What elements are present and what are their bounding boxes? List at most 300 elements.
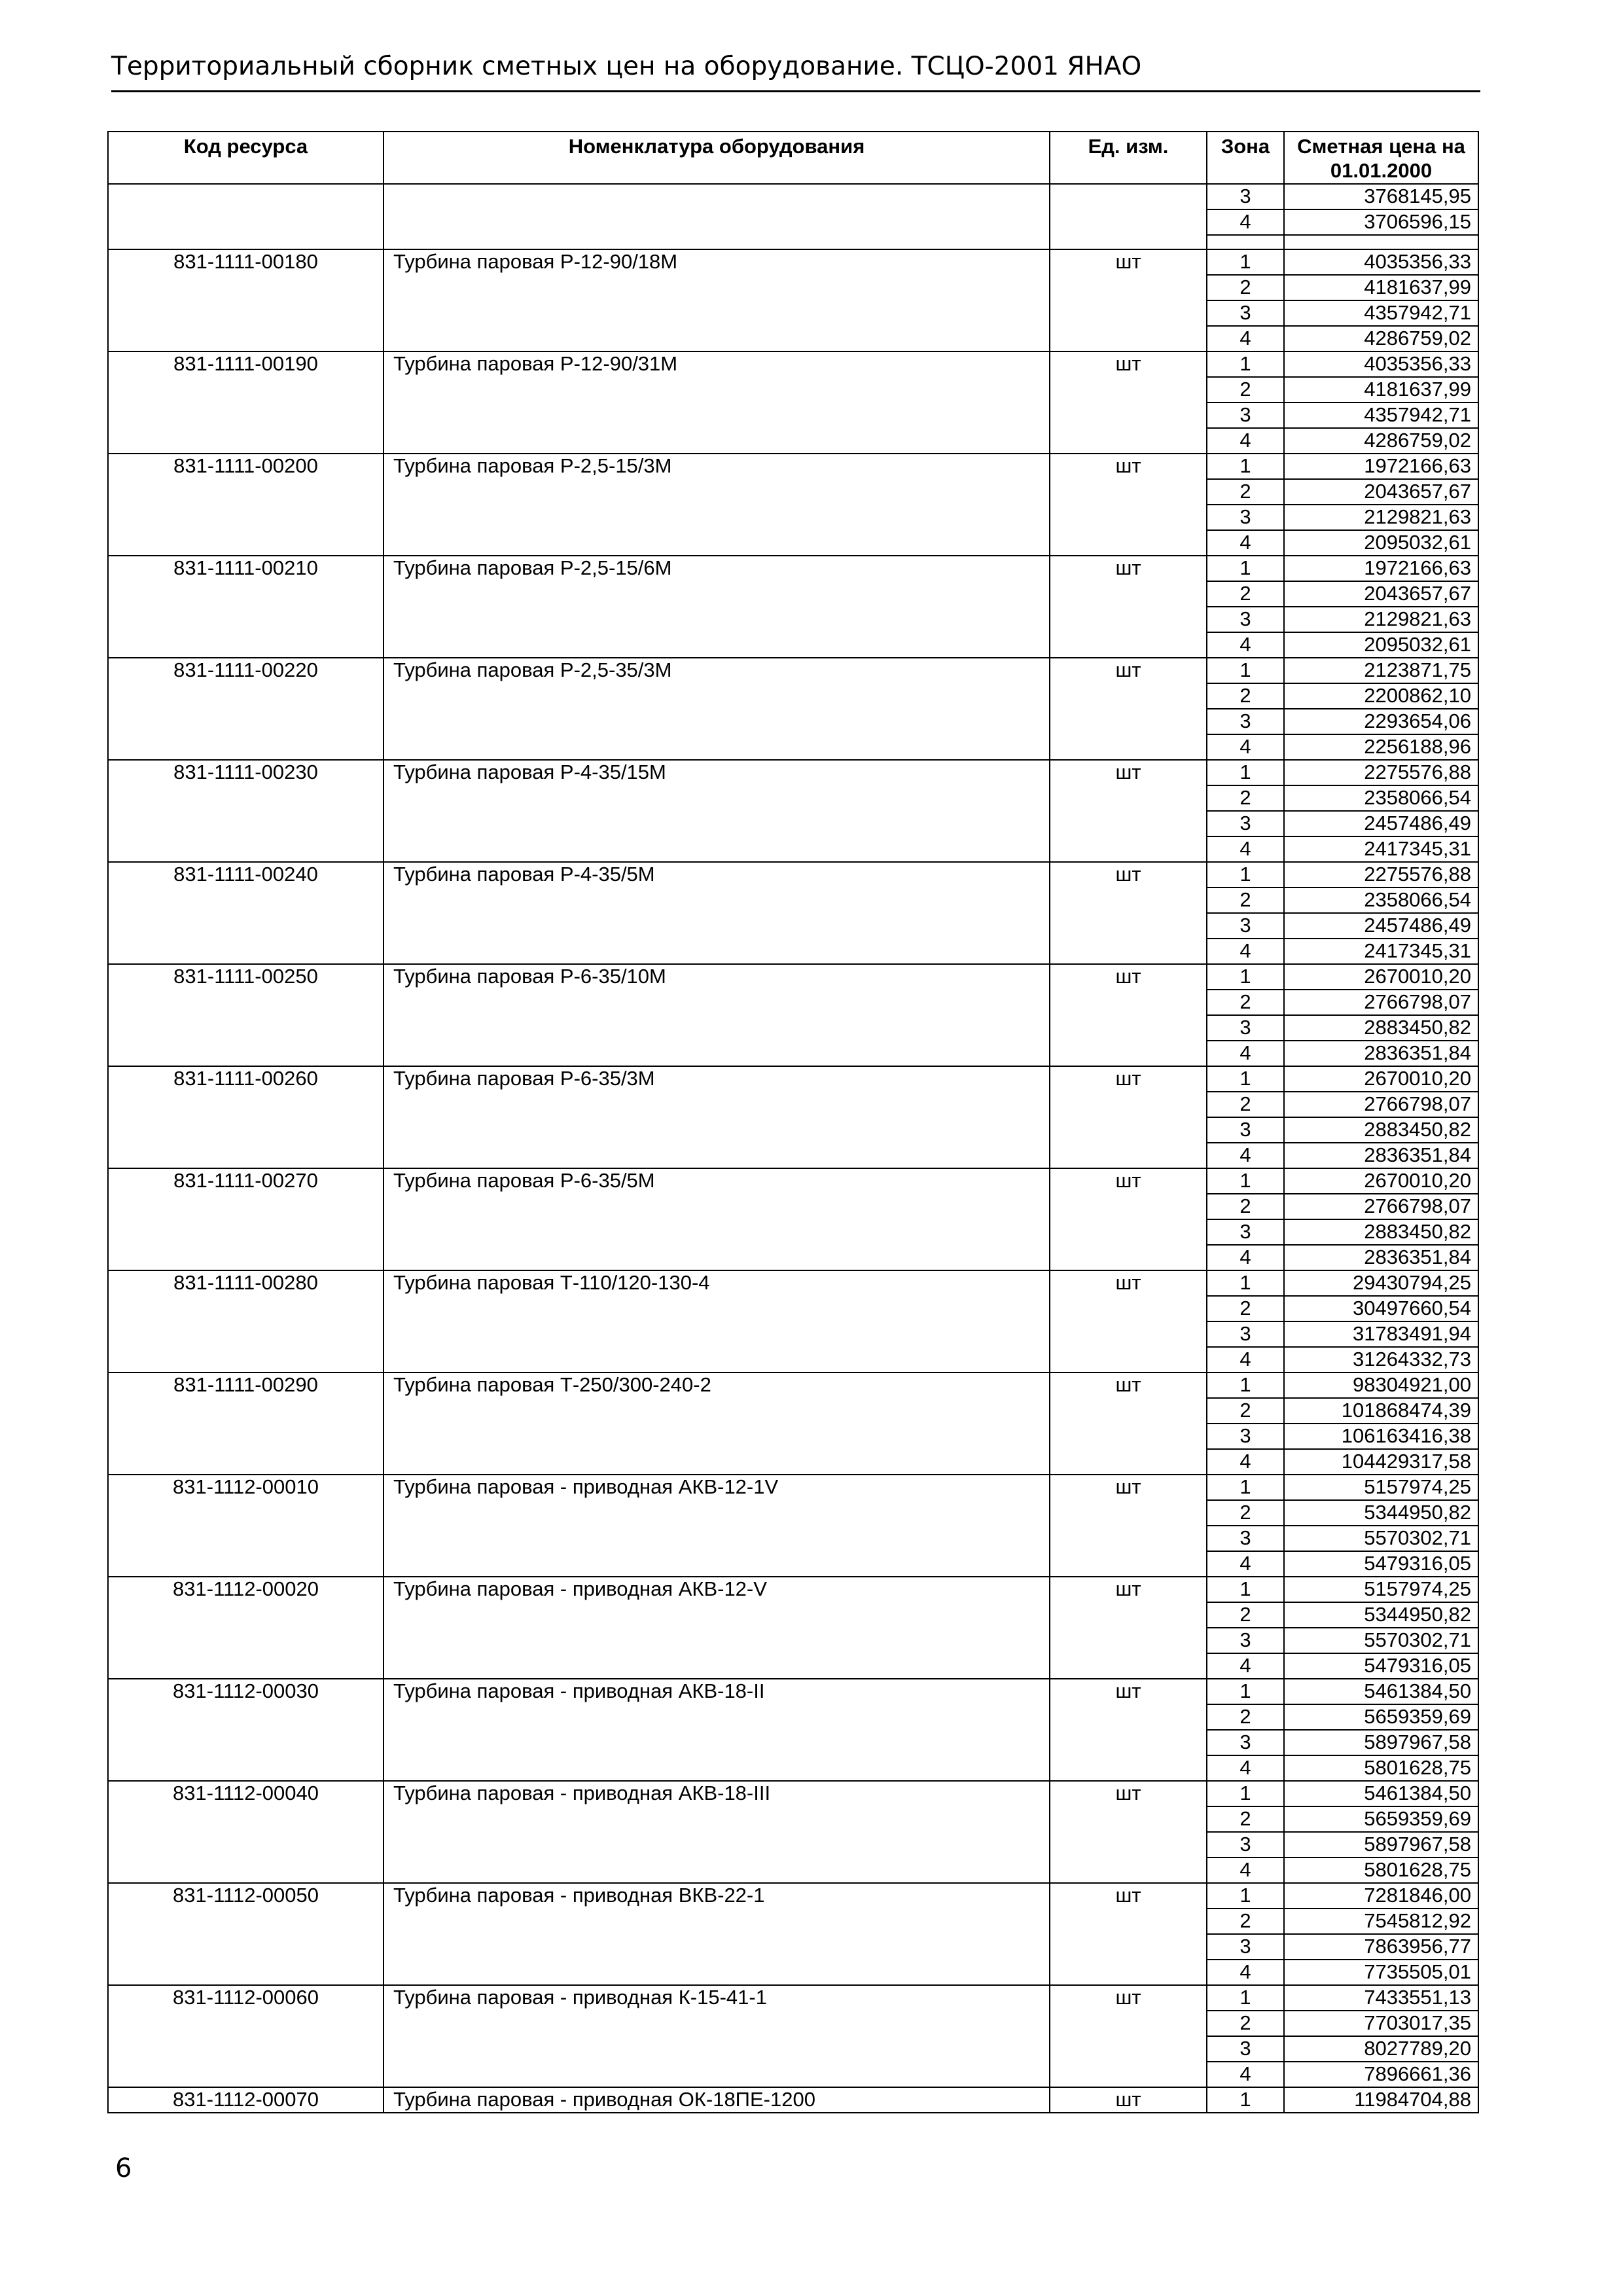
price-cell: 4035356,33 [1284,249,1478,275]
resource-code-cell [108,1424,383,1449]
equipment-name-cell [383,530,1050,556]
resource-code-cell [108,300,383,326]
table-row [108,2011,1478,2036]
resource-code-cell: 831-1111-00220 [108,658,383,683]
price-cell: 2200862,10 [1284,683,1478,709]
table-row [108,1985,1478,2011]
table-row [108,1194,1478,1219]
resource-code-cell [108,990,383,1015]
price-cell: 1972166,63 [1284,556,1478,581]
resource-code-cell [108,1347,383,1372]
table-row [108,1092,1478,1117]
zone-cell: 3 [1207,1526,1284,1551]
resource-code-cell [108,1092,383,1117]
zone-cell: 2 [1207,1909,1284,1934]
table-row [108,1679,1478,1704]
unit-cell [1050,479,1207,505]
table-row [108,351,1478,377]
resource-code-cell [108,836,383,862]
price-cell: 2358066,54 [1284,785,1478,811]
equipment-name-cell [383,2036,1050,2062]
table-row [108,1015,1478,1041]
resource-code-cell [108,403,383,428]
resource-code-cell [108,581,383,607]
table-row [108,913,1478,939]
unit-cell [1050,2062,1207,2087]
equipment-name-cell: Турбина паровая Р-2,5-35/3М [383,658,1050,683]
zone-cell: 2 [1207,1806,1284,1832]
equipment-name-cell [383,1832,1050,1857]
unit-cell [1050,709,1207,734]
equipment-name-cell [383,581,1050,607]
resource-code-cell: 831-1111-00250 [108,964,383,990]
zone-cell: 4 [1207,1041,1284,1066]
table-row [108,1143,1478,1168]
resource-code-cell: 831-1111-00260 [108,1066,383,1092]
table-row [108,1832,1478,1857]
equipment-name-cell: Турбина паровая Р-4-35/15М [383,760,1050,785]
resource-code-cell [108,939,383,964]
zone-cell: 1 [1207,658,1284,683]
unit-cell: шт [1050,1168,1207,1194]
table-row [108,209,1478,235]
table-row [108,964,1478,990]
resource-code-cell [108,709,383,734]
unit-cell [1050,300,1207,326]
resource-code-cell [108,1909,383,1934]
equipment-name-cell: Турбина паровая Р-2,5-15/6М [383,556,1050,581]
price-cell: 4286759,02 [1284,428,1478,454]
resource-code-cell [108,1321,383,1347]
unit-cell [1050,403,1207,428]
price-cell: 5801628,75 [1284,1755,1478,1781]
price-cell: 2129821,63 [1284,607,1478,632]
resource-code-cell [108,428,383,454]
table-row [108,326,1478,351]
zone-cell: 3 [1207,1730,1284,1755]
price-cell: 104429317,58 [1284,1449,1478,1475]
resource-code-cell [108,2036,383,2062]
table-row [108,1245,1478,1270]
zone-cell: 3 [1207,1321,1284,1347]
zone-cell: 3 [1207,1832,1284,1857]
zone-cell: 4 [1207,326,1284,351]
resource-code-cell [108,1960,383,1985]
price-cell: 31264332,73 [1284,1347,1478,1372]
price-cell: 1972166,63 [1284,454,1478,479]
resource-code-cell [108,1219,383,1245]
price-cell: 2457486,49 [1284,913,1478,939]
zone-cell: 1 [1207,1883,1284,1909]
unit-cell [1050,1730,1207,1755]
table-row [108,709,1478,734]
zone-cell: 1 [1207,351,1284,377]
zone-cell: 1 [1207,556,1284,581]
unit-cell [1050,1960,1207,1985]
unit-cell [1050,785,1207,811]
price-cell: 5157974,25 [1284,1475,1478,1500]
table-row [108,990,1478,1015]
resource-code-cell [108,275,383,300]
equipment-name-cell [383,1092,1050,1117]
resource-code-cell [108,1245,383,1270]
unit-cell [1050,1194,1207,1219]
price-cell: 4181637,99 [1284,275,1478,300]
zone-cell: 4 [1207,1347,1284,1372]
unit-cell: шт [1050,1577,1207,1602]
zone-cell: 1 [1207,2087,1284,2113]
resource-code-cell: 831-1111-00270 [108,1168,383,1194]
zone-cell: 1 [1207,1781,1284,1806]
price-cell: 2670010,20 [1284,1066,1478,1092]
price-cell: 2457486,49 [1284,811,1478,836]
unit-cell [1050,530,1207,556]
resource-code-cell [108,1143,383,1168]
resource-code-cell [108,1117,383,1143]
zone-cell: 1 [1207,249,1284,275]
price-cell: 98304921,00 [1284,1372,1478,1398]
resource-code-cell [108,2011,383,2036]
table-row [108,888,1478,913]
resource-code-cell: 831-1112-00050 [108,1883,383,1909]
resource-code-cell [108,1934,383,1960]
equipment-name-cell: Турбина паровая - приводная АКВ-18-III [383,1781,1050,1806]
unit-cell [1050,1628,1207,1653]
equipment-name-cell [383,1424,1050,1449]
table-row [108,1066,1478,1092]
unit-cell [1050,1500,1207,1526]
zone-cell: 1 [1207,1168,1284,1194]
equipment-name-cell [383,209,1050,235]
price-cell: 11984704,88 [1284,2087,1478,2113]
zone-cell: 2 [1207,785,1284,811]
unit-cell: шт [1050,351,1207,377]
table-row [108,2062,1478,2087]
zone-cell: 4 [1207,836,1284,862]
resource-code-cell: 831-1112-00040 [108,1781,383,1806]
resource-code-cell [108,1551,383,1577]
unit-cell [1050,1551,1207,1577]
price-cell: 7433551,13 [1284,1985,1478,2011]
equipment-name-cell [383,1143,1050,1168]
table-row [108,556,1478,581]
price-cell: 2275576,88 [1284,760,1478,785]
table-row [108,658,1478,683]
table-row [108,1551,1478,1577]
price-cell: 5479316,05 [1284,1653,1478,1679]
table-row [108,939,1478,964]
unit-cell [1050,632,1207,658]
table-body [108,184,1478,2113]
table-row [108,275,1478,300]
equipment-name-cell [383,939,1050,964]
equipment-name-cell [383,505,1050,530]
equipment-name-cell [383,1909,1050,1934]
zone-cell: 3 [1207,1628,1284,1653]
zone-cell: 4 [1207,2062,1284,2087]
resource-code-cell [108,913,383,939]
unit-cell [1050,1321,1207,1347]
resource-code-cell [108,184,383,209]
table-row [108,1041,1478,1066]
equipment-name-cell [383,1347,1050,1372]
unit-cell [1050,428,1207,454]
table-row [108,1730,1478,1755]
price-cell: 2123871,75 [1284,658,1478,683]
equipment-name-cell [383,326,1050,351]
equipment-name-cell [383,836,1050,862]
resource-code-cell: 831-1111-00180 [108,249,383,275]
equipment-name-cell [383,1755,1050,1781]
equipment-name-cell [383,1704,1050,1730]
zone-cell: 4 [1207,1857,1284,1883]
equipment-name-cell [383,2062,1050,2087]
column-header-name: Номенклатура оборудования [383,132,1050,184]
resource-code-cell [108,2062,383,2087]
table-row [108,734,1478,760]
equipment-name-cell [383,275,1050,300]
unit-cell [1050,1296,1207,1321]
zone-cell: 1 [1207,1985,1284,2011]
equipment-name-cell: Турбина паровая Р-4-35/5М [383,862,1050,888]
table-row [108,1219,1478,1245]
price-cell: 5157974,25 [1284,1577,1478,1602]
price-cell: 7863956,77 [1284,1934,1478,1960]
column-header-zone: Зона [1207,132,1284,184]
unit-cell [1050,184,1207,209]
equipment-name-cell [383,1806,1050,1832]
unit-cell [1050,836,1207,862]
table-row [108,1602,1478,1628]
price-cell: 5344950,82 [1284,1602,1478,1628]
table-header-row [108,132,1478,184]
resource-code-cell [108,1832,383,1857]
unit-cell [1050,1857,1207,1883]
table-row [108,785,1478,811]
price-cell: 101868474,39 [1284,1398,1478,1424]
table-row [108,300,1478,326]
table-row [108,683,1478,709]
price-cell: 2670010,20 [1284,1168,1478,1194]
equipment-name-cell [383,1730,1050,1755]
resource-code-cell [108,1704,383,1730]
zone-cell: 3 [1207,1424,1284,1449]
price-cell: 5479316,05 [1284,1551,1478,1577]
price-cell: 2766798,07 [1284,1194,1478,1219]
unit-cell [1050,734,1207,760]
zone-cell: 4 [1207,1551,1284,1577]
unit-cell [1050,1245,1207,1270]
price-cell: 29430794,25 [1284,1270,1478,1296]
zone-cell: 1 [1207,1475,1284,1500]
unit-cell: шт [1050,2087,1207,2113]
resource-code-cell: 831-1111-00230 [108,760,383,785]
equipment-name-cell [383,1321,1050,1347]
column-header-unit: Ед. изм. [1050,132,1207,184]
price-cell: 7281846,00 [1284,1883,1478,1909]
equipment-name-cell [383,709,1050,734]
equipment-name-cell [383,811,1050,836]
unit-cell [1050,1934,1207,1960]
unit-cell [1050,1832,1207,1857]
price-cell: 2358066,54 [1284,888,1478,913]
zone-cell: 1 [1207,760,1284,785]
resource-code-cell [108,1500,383,1526]
zone-cell: 1 [1207,1066,1284,1092]
unit-cell: шт [1050,862,1207,888]
equipment-name-cell [383,1602,1050,1628]
zone-cell: 2 [1207,1500,1284,1526]
zone-cell: 2 [1207,888,1284,913]
table-row [108,1398,1478,1424]
price-cell: 106163416,38 [1284,1424,1478,1449]
zone-cell: 1 [1207,862,1284,888]
table-row [108,1449,1478,1475]
table-row [108,1296,1478,1321]
equipment-name-cell [383,300,1050,326]
price-cell: 8027789,20 [1284,2036,1478,2062]
equipment-name-cell [383,1117,1050,1143]
equipment-name-cell [383,2011,1050,2036]
zone-cell: 4 [1207,1960,1284,1985]
unit-cell [1050,990,1207,1015]
table-row [108,1755,1478,1781]
resource-code-cell [108,209,383,235]
zone-cell: 3 [1207,1015,1284,1041]
equipment-name-cell [383,1219,1050,1245]
price-cell: 5570302,71 [1284,1628,1478,1653]
resource-code-cell [108,607,383,632]
price-cell: 4357942,71 [1284,403,1478,428]
price-cell: 7545812,92 [1284,1909,1478,1934]
column-header-code: Код ресурса [108,132,383,184]
equipment-name-cell [383,1628,1050,1653]
zone-cell: 1 [1207,964,1284,990]
price-cell: 2417345,31 [1284,836,1478,862]
zone-cell: 4 [1207,428,1284,454]
table-row [108,1424,1478,1449]
equipment-name-cell: Турбина паровая Т-250/300-240-2 [383,1372,1050,1398]
unit-cell [1050,2036,1207,2062]
resource-code-cell [108,632,383,658]
equipment-name-cell: Турбина паровая Т-110/120-130-4 [383,1270,1050,1296]
zone-cell: 2 [1207,377,1284,403]
unit-cell [1050,683,1207,709]
table-row [108,2087,1478,2113]
equipment-name-cell: Турбина паровая Р-12-90/18М [383,249,1050,275]
resource-code-cell: 831-1112-00020 [108,1577,383,1602]
zone-cell: 3 [1207,2036,1284,2062]
spacer-cell [1284,235,1478,249]
spacer-cell [108,235,383,249]
table-row [108,1909,1478,1934]
price-cell: 5461384,50 [1284,1679,1478,1704]
equipment-name-cell: Турбина паровая Р-6-35/3М [383,1066,1050,1092]
resource-code-cell [108,1398,383,1424]
zone-cell: 3 [1207,403,1284,428]
table-row [108,836,1478,862]
price-cell: 2836351,84 [1284,1245,1478,1270]
unit-cell: шт [1050,1679,1207,1704]
resource-code-cell [108,479,383,505]
table-row [108,1475,1478,1500]
resource-code-cell: 831-1112-00030 [108,1679,383,1704]
price-cell: 2293654,06 [1284,709,1478,734]
price-cell: 30497660,54 [1284,1296,1478,1321]
resource-code-cell: 831-1111-00280 [108,1270,383,1296]
table-row [108,184,1478,209]
equipment-name-cell [383,184,1050,209]
price-cell: 4286759,02 [1284,326,1478,351]
zone-cell: 4 [1207,1755,1284,1781]
equipment-name-cell [383,1449,1050,1475]
resource-code-cell [108,811,383,836]
table-row [108,632,1478,658]
zone-cell: 3 [1207,1934,1284,1960]
zone-cell: 2 [1207,1296,1284,1321]
page-header-title: Территориальный сборник сметных цен на оборудование. ТСЦО-2001 ЯНАО [111,52,1142,81]
price-cell: 2095032,61 [1284,632,1478,658]
unit-cell [1050,1092,1207,1117]
equipment-name-cell [383,1653,1050,1679]
zone-cell: 2 [1207,581,1284,607]
zone-cell: 2 [1207,990,1284,1015]
zone-cell: 4 [1207,939,1284,964]
zone-cell: 2 [1207,683,1284,709]
equipment-name-cell: Турбина паровая Р-6-35/5М [383,1168,1050,1194]
resource-code-cell [108,530,383,556]
price-cell: 7735505,01 [1284,1960,1478,1985]
resource-code-cell: 831-1112-00070 [108,2087,383,2113]
unit-cell [1050,505,1207,530]
table-row [108,760,1478,785]
resource-code-cell [108,326,383,351]
table-row [108,1168,1478,1194]
unit-cell [1050,1143,1207,1168]
resource-code-cell: 831-1111-00290 [108,1372,383,1398]
resource-code-cell: 831-1112-00060 [108,1985,383,2011]
equipment-name-cell: Турбина паровая - приводная АКВ-12-1V [383,1475,1050,1500]
resource-code-cell [108,1296,383,1321]
equipment-name-cell: Турбина паровая Р-2,5-15/3М [383,454,1050,479]
resource-code-cell [108,734,383,760]
table-spacer-row [108,235,1478,249]
resource-code-cell [108,1526,383,1551]
equipment-name-cell [383,1194,1050,1219]
zone-cell: 2 [1207,1398,1284,1424]
column-header-price: Сметная цена на 01.01.2000 [1284,132,1478,184]
equipment-name-cell: Турбина паровая - приводная К-15-41-1 [383,1985,1050,2011]
table-row [108,811,1478,836]
unit-cell [1050,811,1207,836]
resource-code-cell [108,1194,383,1219]
resource-code-cell [108,1755,383,1781]
header-divider [111,90,1480,92]
price-cell: 7896661,36 [1284,2062,1478,2087]
unit-cell: шт [1050,1270,1207,1296]
table-row [108,249,1478,275]
zone-cell: 4 [1207,1653,1284,1679]
table-row [108,454,1478,479]
table-row [108,862,1478,888]
price-cell: 2883450,82 [1284,1117,1478,1143]
zone-cell: 4 [1207,734,1284,760]
zone-cell: 2 [1207,2011,1284,2036]
price-cell: 5897967,58 [1284,1832,1478,1857]
unit-cell [1050,607,1207,632]
equipment-name-cell: Турбина паровая Р-6-35/10М [383,964,1050,990]
unit-cell [1050,1041,1207,1066]
